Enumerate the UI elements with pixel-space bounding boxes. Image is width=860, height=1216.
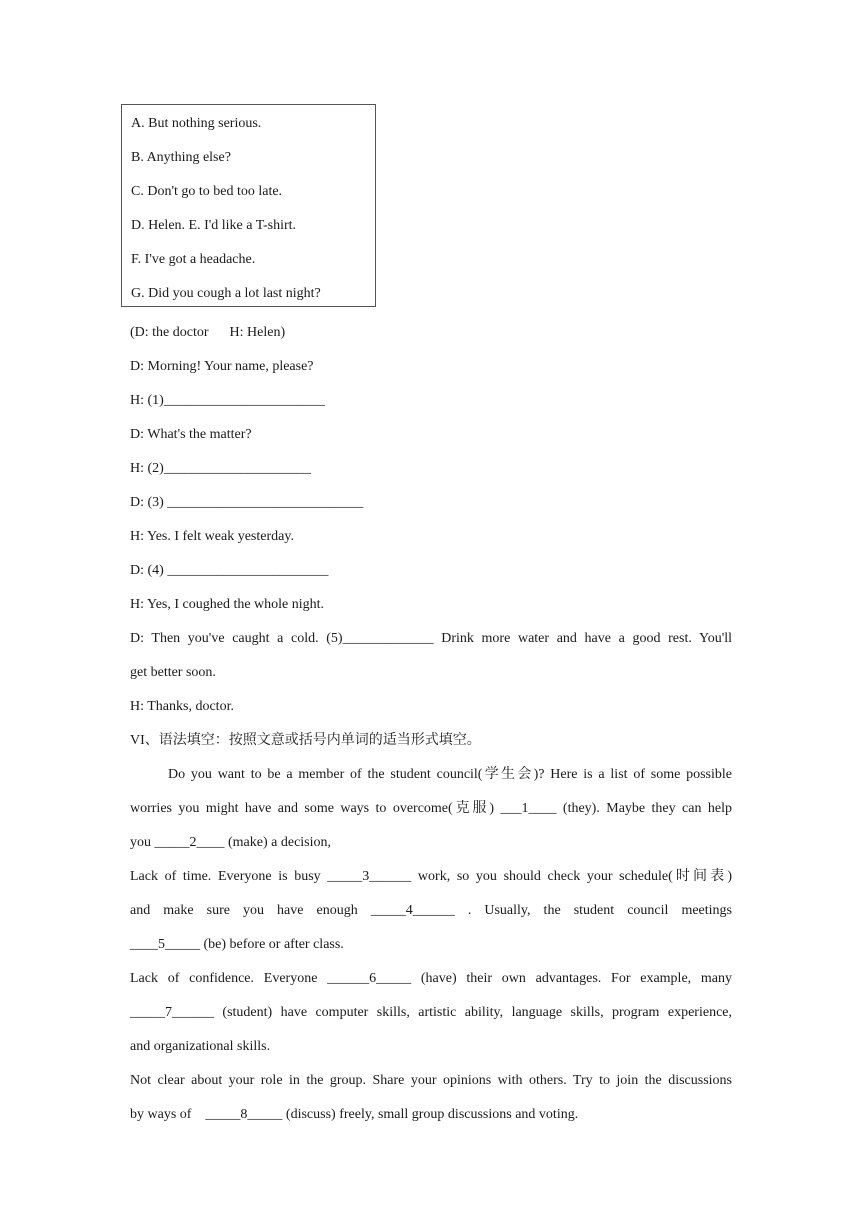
paragraph-line: worries you might have and some ways to overcome(克服) ___1____ (they). Maybe they can help	[130, 801, 732, 816]
dialogue-line: H: (1)_______________________	[130, 393, 325, 408]
option-f: F. I've got a headache.	[131, 252, 256, 267]
document-body	[130, 316, 732, 1132]
paragraph-line: Not clear about your role in the group. Share your opinions with others. Try to join the discussions	[130, 1073, 732, 1088]
dialogue-line: H: (2)_____________________	[130, 461, 311, 476]
dialogue-line: H: Yes, I coughed the whole night.	[130, 597, 325, 612]
dialogue-line: D: Morning! Your name, please?	[130, 359, 314, 374]
dialogue-line: get better soon.	[130, 665, 216, 680]
dialogue-line: H: Yes. I felt weak yesterday.	[130, 529, 294, 544]
dialogue-roles: (D: the doctor H: Helen)	[130, 325, 286, 340]
paragraph-line: ____5_____ (be) before or after class.	[130, 937, 344, 952]
dialogue-line: D: (4) _______________________	[130, 563, 329, 578]
paragraph-line: by ways of _____8_____ (discuss) freely, small group discussions and voting.	[130, 1107, 579, 1122]
paragraph-line: you _____2____ (make) a decision,	[130, 835, 332, 850]
dialogue-line: D: What's the matter?	[130, 427, 252, 442]
paragraph-line: Do you want to be a member of the student council(学生会)? Here is a list of some possible	[168, 767, 732, 782]
paragraph-line: Lack of time. Everyone is busy _____3______ work, so you should check your schedule(时间表)	[130, 869, 732, 884]
option-g: G. Did you cough a lot last night?	[131, 286, 321, 301]
option-b: B. Anything else?	[131, 150, 231, 165]
dialogue-line: D: Then you've caught a cold. (5)_____________ Drink more water and have a good rest. You'll	[130, 631, 732, 646]
paragraph-line: and make sure you have enough _____4______ . Usually, the student council meetings	[130, 903, 732, 918]
dialogue-line: H: Thanks, doctor.	[130, 699, 234, 714]
options-box	[121, 104, 376, 307]
paragraph-line: and organizational skills.	[130, 1039, 271, 1054]
paragraph-line: _____7______ (student) have computer skills, artistic ability, language skills, program experience,	[130, 1005, 732, 1020]
section-heading: VI、语法填空：按照文意或括号内单词的适当形式填空。	[130, 733, 481, 748]
dialogue-line: D: (3) ____________________________	[130, 495, 364, 510]
option-c: C. Don't go to bed too late.	[131, 184, 283, 199]
option-a: A. But nothing serious.	[131, 116, 262, 131]
paragraph-line: Lack of confidence. Everyone ______6_____ (have) their own advantages. For example, many	[130, 971, 732, 986]
option-d-e: D. Helen. E. I'd like a T-shirt.	[131, 218, 297, 233]
